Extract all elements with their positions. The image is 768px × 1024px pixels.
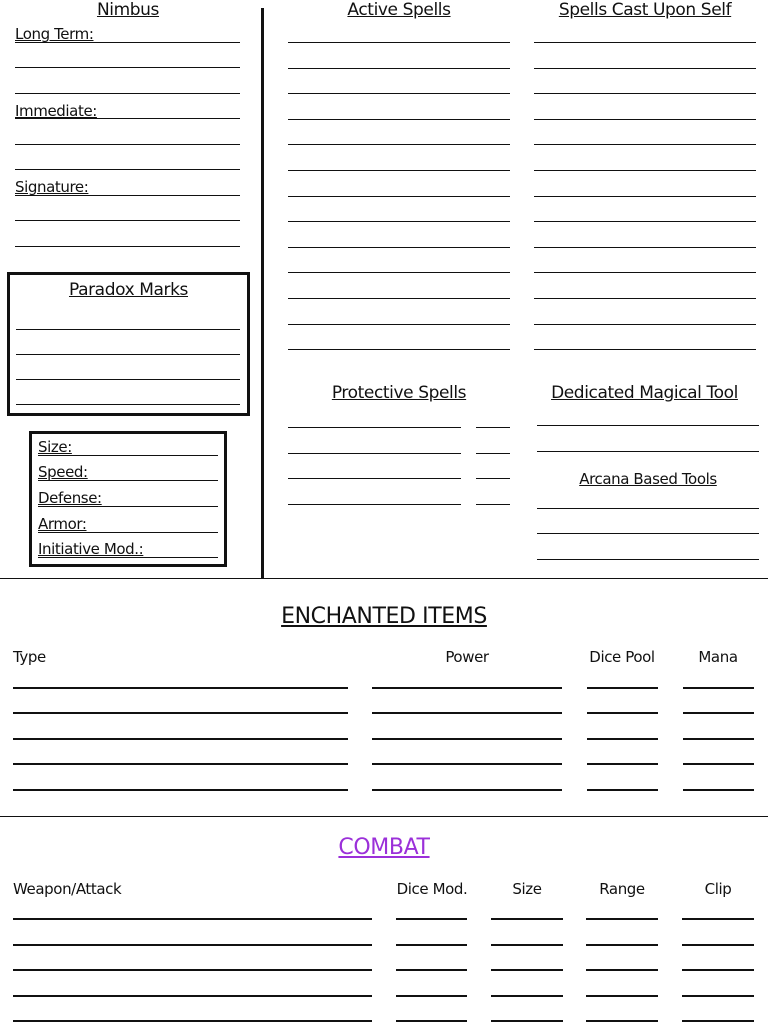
spells-self-title: Spells Cast Upon Self (558, 0, 732, 20)
dice-pool-header: Dice Pool (589, 648, 655, 666)
arcana-tool-field-3[interactable] (537, 559, 759, 560)
combat-field-row-5-col-4[interactable] (586, 1020, 658, 1022)
active-spell-field-row-10[interactable] (288, 272, 510, 273)
enchanted-item-field-row-3-col-3[interactable] (587, 738, 658, 740)
dedicated-tool-field-2[interactable] (537, 451, 759, 452)
active-spell-field-row-9[interactable] (288, 247, 510, 248)
size-label: Size: (38, 438, 72, 456)
section-divider-1 (0, 578, 768, 579)
type-header: Type (13, 648, 46, 666)
active-spells-title: Active Spells (347, 0, 451, 20)
combat-field-row-2-col-4[interactable] (586, 944, 658, 946)
defense-label: Defense: (38, 489, 102, 507)
signature-field-3[interactable] (15, 246, 240, 247)
dedicated-tool-title: Dedicated Magical Tool (551, 383, 738, 403)
active-spell-field-row-12[interactable] (288, 324, 510, 325)
dice-mod-header: Dice Mod. (396, 880, 468, 898)
enchanted-item-field-row-3-col-1[interactable] (13, 738, 348, 740)
signature-label: Signature: (15, 178, 89, 196)
enchanted-item-field-row-4-col-1[interactable] (13, 763, 348, 765)
combat-size-header: Size (512, 880, 542, 898)
enchanted-item-field-row-2-col-2[interactable] (372, 712, 562, 714)
active-spell-field-row-6[interactable] (288, 170, 510, 171)
self-spell-field-row-4[interactable] (534, 119, 756, 120)
active-spell-field-row-4[interactable] (288, 119, 510, 120)
enchanted-item-field-row-4-col-2[interactable] (372, 763, 562, 765)
active-spell-field-row-5[interactable] (288, 144, 510, 145)
combat-field-row-4-col-3[interactable] (491, 995, 563, 997)
arcana-tool-field-2[interactable] (537, 533, 759, 534)
section-divider-2 (0, 816, 768, 817)
enchanted-item-field-row-4-col-3[interactable] (587, 763, 658, 765)
protective-spell-field-row-3-col-1[interactable] (288, 478, 461, 479)
long-term-field-3[interactable] (15, 93, 240, 94)
self-spell-field-row-3[interactable] (534, 93, 756, 94)
self-spell-field-row-13[interactable] (534, 349, 756, 350)
clip-header: Clip (704, 880, 732, 898)
paradox-mark-field-1[interactable] (16, 329, 240, 330)
enchanted-item-field-row-5-col-1[interactable] (13, 789, 348, 791)
power-header: Power (445, 648, 489, 666)
armor-label: Armor: (38, 515, 87, 533)
active-spell-field-row-7[interactable] (288, 196, 510, 197)
protective-spell-field-row-4-col-1[interactable] (288, 504, 461, 505)
long-term-label: Long Term: (15, 25, 94, 43)
weapon-header: Weapon/Attack (13, 880, 122, 898)
combat-field-row-3-col-4[interactable] (586, 969, 658, 971)
armor-field[interactable] (38, 532, 218, 533)
self-spell-field-row-11[interactable] (534, 298, 756, 299)
self-spell-field-row-9[interactable] (534, 247, 756, 248)
paradox-marks-title: Paradox Marks (68, 280, 189, 300)
protective-spell-field-row-4-col-2[interactable] (476, 504, 510, 505)
enchanted-item-field-row-3-col-2[interactable] (372, 738, 562, 740)
enchanted-items-title: ENCHANTED ITEMS (281, 604, 487, 629)
protective-spell-field-row-3-col-2[interactable] (476, 478, 510, 479)
active-spell-field-row-11[interactable] (288, 298, 510, 299)
combat-field-row-4-col-5[interactable] (682, 995, 754, 997)
speed-field[interactable] (38, 480, 218, 481)
active-spell-field-row-2[interactable] (288, 68, 510, 69)
combat-field-row-1-col-3[interactable] (491, 918, 563, 920)
active-spell-field-row-1[interactable] (288, 42, 510, 43)
self-spell-field-row-5[interactable] (534, 144, 756, 145)
protective-spell-field-row-2-col-2[interactable] (476, 453, 510, 454)
long-term-field-1[interactable] (15, 42, 240, 43)
combat-field-row-2-col-5[interactable] (682, 944, 754, 946)
protective-spell-field-row-2-col-1[interactable] (288, 453, 461, 454)
enchanted-item-field-row-5-col-3[interactable] (587, 789, 658, 791)
combat-field-row-1-col-4[interactable] (586, 918, 658, 920)
enchanted-item-field-row-2-col-1[interactable] (13, 712, 348, 714)
arcana-tool-field-1[interactable] (537, 508, 759, 509)
combat-field-row-5-col-2[interactable] (396, 1020, 467, 1022)
immediate-field-3[interactable] (15, 169, 240, 170)
enchanted-item-field-row-1-col-3[interactable] (587, 687, 658, 689)
self-spell-field-row-2[interactable] (534, 68, 756, 69)
enchanted-item-field-row-1-col-2[interactable] (372, 687, 562, 689)
immediate-field-1[interactable] (15, 118, 240, 119)
mana-header: Mana (698, 648, 738, 666)
combat-field-row-4-col-4[interactable] (586, 995, 658, 997)
enchanted-item-field-row-2-col-4[interactable] (683, 712, 754, 714)
enchanted-item-field-row-4-col-4[interactable] (683, 763, 754, 765)
self-spell-field-row-12[interactable] (534, 324, 756, 325)
combat-field-row-3-col-5[interactable] (682, 969, 754, 971)
combat-field-row-5-col-1[interactable] (13, 1020, 372, 1022)
active-spell-field-row-13[interactable] (288, 349, 510, 350)
combat-field-row-5-col-3[interactable] (491, 1020, 563, 1022)
active-spell-field-row-8[interactable] (288, 221, 510, 222)
combat-field-row-3-col-2[interactable] (396, 969, 467, 971)
size-field[interactable] (38, 455, 218, 456)
paradox-mark-field-3[interactable] (16, 379, 240, 380)
protective-spell-field-row-1-col-1[interactable] (288, 427, 461, 428)
long-term-field-2[interactable] (15, 67, 240, 68)
enchanted-item-field-row-5-col-4[interactable] (683, 789, 754, 791)
protective-spells-title: Protective Spells (331, 383, 467, 403)
enchanted-item-field-row-5-col-2[interactable] (372, 789, 562, 791)
paradox-mark-field-2[interactable] (16, 354, 240, 355)
combat-field-row-2-col-2[interactable] (396, 944, 467, 946)
combat-field-row-2-col-1[interactable] (13, 944, 372, 946)
protective-spell-field-row-1-col-2[interactable] (476, 427, 510, 428)
defense-field[interactable] (38, 506, 218, 507)
nimbus-title: Nimbus (96, 0, 160, 20)
self-spell-field-row-1[interactable] (534, 42, 756, 43)
initiative-field[interactable] (38, 557, 218, 558)
column-divider (261, 8, 264, 578)
initiative-label: Initiative Mod.: (38, 540, 144, 558)
combat-field-row-1-col-1[interactable] (13, 918, 372, 920)
signature-field-1[interactable] (15, 195, 240, 196)
immediate-field-2[interactable] (15, 144, 240, 145)
arcana-tools-title: Arcana Based Tools (579, 470, 717, 488)
immediate-label: Immediate: (15, 102, 97, 120)
range-header: Range (599, 880, 645, 898)
enchanted-item-field-row-2-col-3[interactable] (587, 712, 658, 714)
enchanted-item-field-row-1-col-4[interactable] (683, 687, 754, 689)
combat-field-row-5-col-5[interactable] (682, 1020, 754, 1022)
combat-title: COMBAT (338, 835, 430, 860)
signature-field-2[interactable] (15, 220, 240, 221)
combat-field-row-2-col-3[interactable] (491, 944, 563, 946)
paradox-mark-field-4[interactable] (16, 404, 240, 405)
dedicated-tool-field-1[interactable] (537, 425, 759, 426)
combat-field-row-1-col-2[interactable] (396, 918, 467, 920)
combat-field-row-4-col-2[interactable] (396, 995, 467, 997)
enchanted-item-field-row-3-col-4[interactable] (683, 738, 754, 740)
combat-field-row-4-col-1[interactable] (13, 995, 372, 997)
combat-field-row-1-col-5[interactable] (682, 918, 754, 920)
self-spell-field-row-6[interactable] (534, 170, 756, 171)
combat-field-row-3-col-3[interactable] (491, 969, 563, 971)
speed-label: Speed: (38, 463, 88, 481)
self-spell-field-row-8[interactable] (534, 221, 756, 222)
enchanted-item-field-row-1-col-1[interactable] (13, 687, 348, 689)
self-spell-field-row-7[interactable] (534, 196, 756, 197)
self-spell-field-row-10[interactable] (534, 272, 756, 273)
combat-field-row-3-col-1[interactable] (13, 969, 372, 971)
active-spell-field-row-3[interactable] (288, 93, 510, 94)
